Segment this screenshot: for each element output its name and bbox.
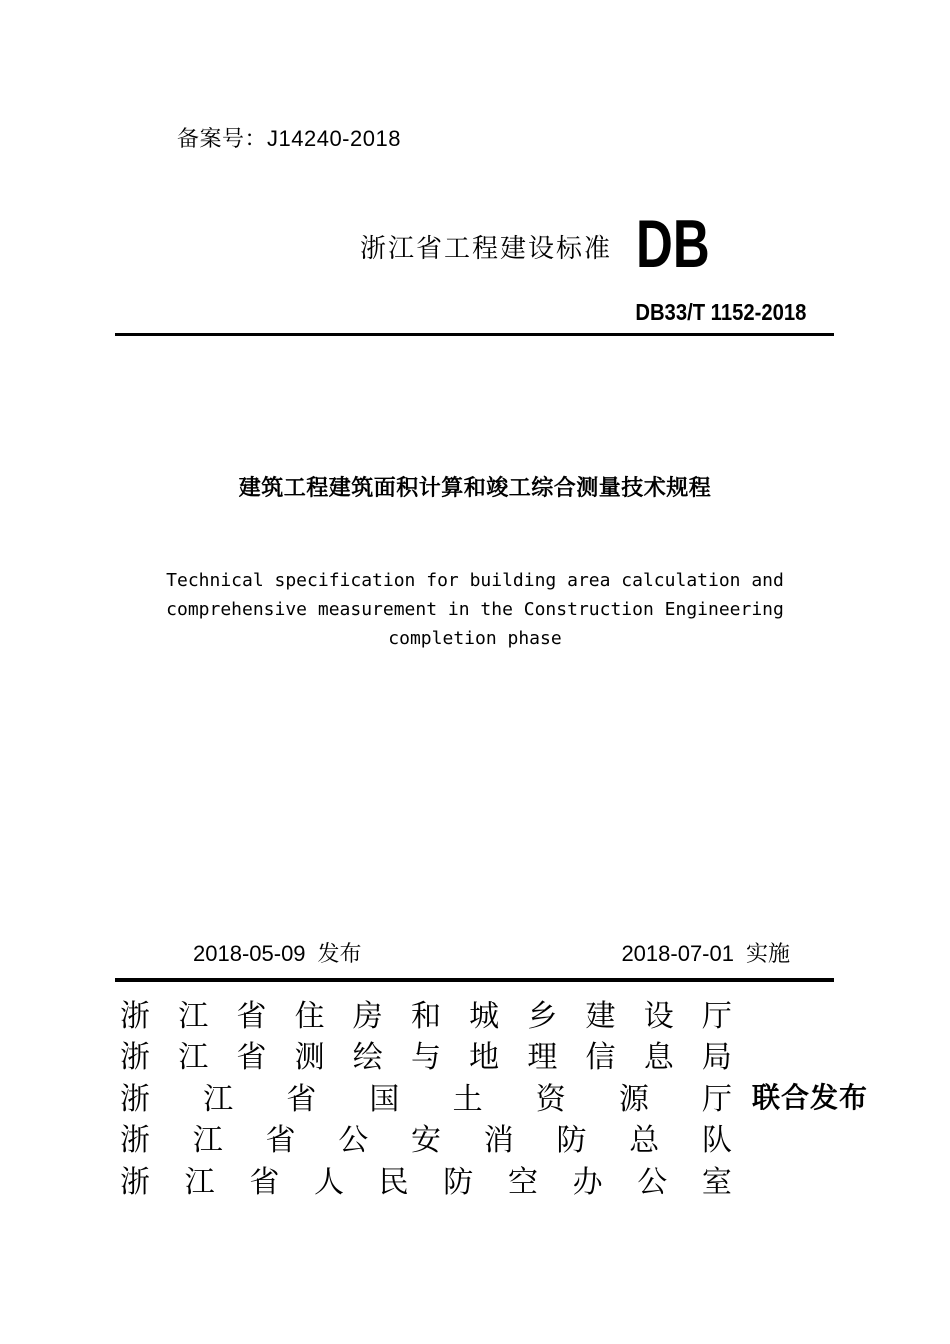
- implement-date-item: [621, 940, 790, 968]
- implement-label: 实施: [745, 941, 790, 966]
- issue-label: 发布: [317, 941, 362, 966]
- issuer-row: [120, 1034, 880, 1076]
- dates-row: [115, 940, 835, 968]
- issue-date: 2018-05-09: [193, 941, 306, 966]
- issuer-name: 浙 江 省 住 房 和 城 乡 建 设 厅: [120, 999, 732, 1033]
- bottom-rule: [115, 978, 834, 982]
- title-en-line-1: Technical specification for building area calculation and: [166, 570, 784, 591]
- implement-date: 2018-07-01: [621, 941, 734, 966]
- title-en-line-3: completion phase: [388, 628, 562, 649]
- top-rule: [115, 333, 834, 336]
- standard-code: DB33/T 1152-2018: [634, 299, 806, 325]
- issuer-name: 浙 江 省 人 民 防 空 办 公 室: [120, 1165, 732, 1199]
- joint-issue-label: 联合发布: [752, 1081, 869, 1113]
- issuer-row: [120, 1158, 880, 1200]
- document-title-zh: 建筑工程建筑面积计算和竣工综合测量技术规程: [238, 475, 712, 500]
- issue-date-item: [193, 940, 362, 968]
- issuer-row: [120, 1117, 880, 1159]
- document-title-en: [0, 566, 950, 653]
- issuer-row: [120, 1075, 880, 1117]
- issuer-name: 浙 江 省 国 土 资 源 厅: [120, 1082, 732, 1116]
- issuers-block: [120, 992, 880, 1200]
- record-number: 备案号：J14240-2018: [177, 126, 401, 151]
- issuer-name: 浙 江 省 测 绘 与 地 理 信 息 局: [120, 1041, 732, 1075]
- db-logo-text: DB: [636, 206, 710, 282]
- title-en-line-2: comprehensive measurement in the Construction Engineering: [166, 599, 784, 620]
- issuer-name: 浙 江 省 公 安 消 防 总 队: [120, 1124, 732, 1158]
- standard-type-label: 浙江省工程建设标准: [360, 233, 613, 263]
- issuer-row: [120, 992, 880, 1034]
